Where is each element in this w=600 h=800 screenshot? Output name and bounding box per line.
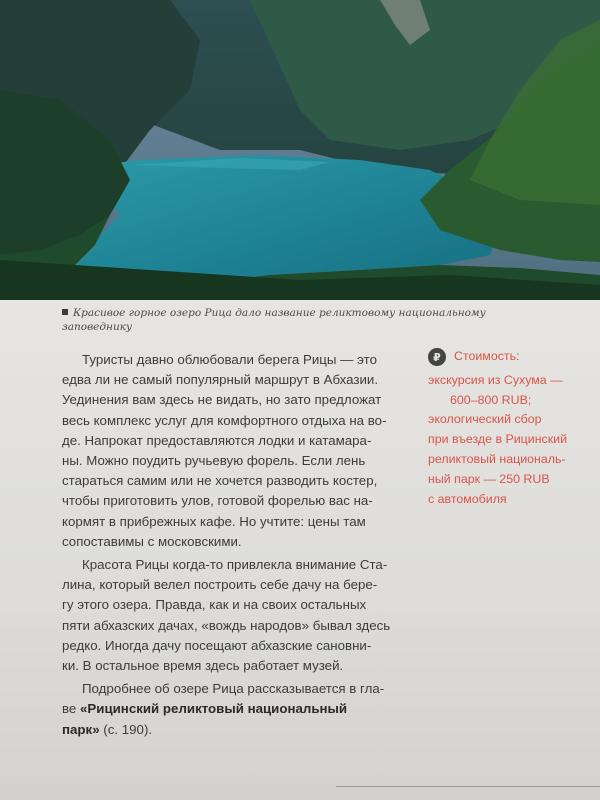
article-body <box>62 350 414 740</box>
paragraph-2 <box>62 555 414 676</box>
text-line: Уединения вам здесь не видать, но зато предложат <box>62 392 382 408</box>
cost-line: ный парк — 250 RUB <box>428 471 550 486</box>
text-line: ки. В остальное время здесь работает музей. <box>62 658 344 674</box>
text-line: лина, который велел построить себе дачу на бере- <box>62 577 378 593</box>
cost-line: 600–800 RUB; <box>450 392 532 407</box>
caption-square-bullet-icon <box>62 309 68 315</box>
photo-caption <box>62 306 562 334</box>
cost-sidebar <box>428 347 588 509</box>
text-line: чтобы приготовить улов, готовой форелью вас на- <box>62 493 373 509</box>
cost-line: реликтовый националь- <box>428 451 566 466</box>
page-reference: (с. 190). <box>99 721 153 737</box>
caption-line: Красивое горное озеро Рица дало название реликтовому национальному <box>73 307 486 319</box>
text-line: весь комплекс услуг для комфортного отдыха на во- <box>62 412 387 428</box>
text-fragment: ве <box>62 701 81 717</box>
ruble-coin-icon <box>428 348 446 366</box>
cost-line: экскурсия из Сухума — <box>428 372 563 387</box>
text-line: ны. Можно поудить ручьевую форель. Если лень <box>62 453 366 469</box>
cost-line: при въезде в Рицинский <box>428 432 568 447</box>
paragraph-1 <box>62 350 414 552</box>
caption-line: заповеднику <box>62 321 133 333</box>
text-line: редко. Иногда дачу посещают абхазские сановни- <box>62 637 372 653</box>
text-line: стараться самим или не хочется разводить костер, <box>62 473 378 489</box>
text-line: Подробнее об озере Рица рассказывается в гла- <box>82 681 385 697</box>
text-line: пяти абхазских дачах, «вождь народов» бывал здесь <box>62 617 391 633</box>
text-line: едва ли не самый популярный маршрут в Абхазии. <box>62 372 379 388</box>
cost-line: с автомобиля <box>428 491 507 506</box>
cost-title: Стоимость: <box>454 349 520 363</box>
text-line: Красота Рицы когда-то привлекла внимание Ста- <box>82 557 388 573</box>
text-line: гу этого озера. Правда, как и на своих остальных <box>62 597 367 613</box>
paragraph-3 <box>62 679 414 740</box>
footer-divider <box>336 786 600 787</box>
svg-text:₽: ₽ <box>433 350 441 364</box>
text-line: сопоставимы с московскими. <box>62 533 242 549</box>
chapter-reference-link[interactable]: парк» <box>62 721 100 737</box>
chapter-reference-link[interactable]: «Рицинский реликтовый национальный <box>80 701 348 717</box>
text-line: Туристы давно облюбовали берега Рицы — это <box>82 352 377 367</box>
lake-ritsa-photo <box>0 0 600 300</box>
text-line: кормят в прибрежных кафе. Но учтите: цены там <box>62 513 366 529</box>
text-line: де. Напрокат предоставляются лодки и катамара- <box>62 432 372 448</box>
cost-line: экологический сбор <box>428 412 542 427</box>
